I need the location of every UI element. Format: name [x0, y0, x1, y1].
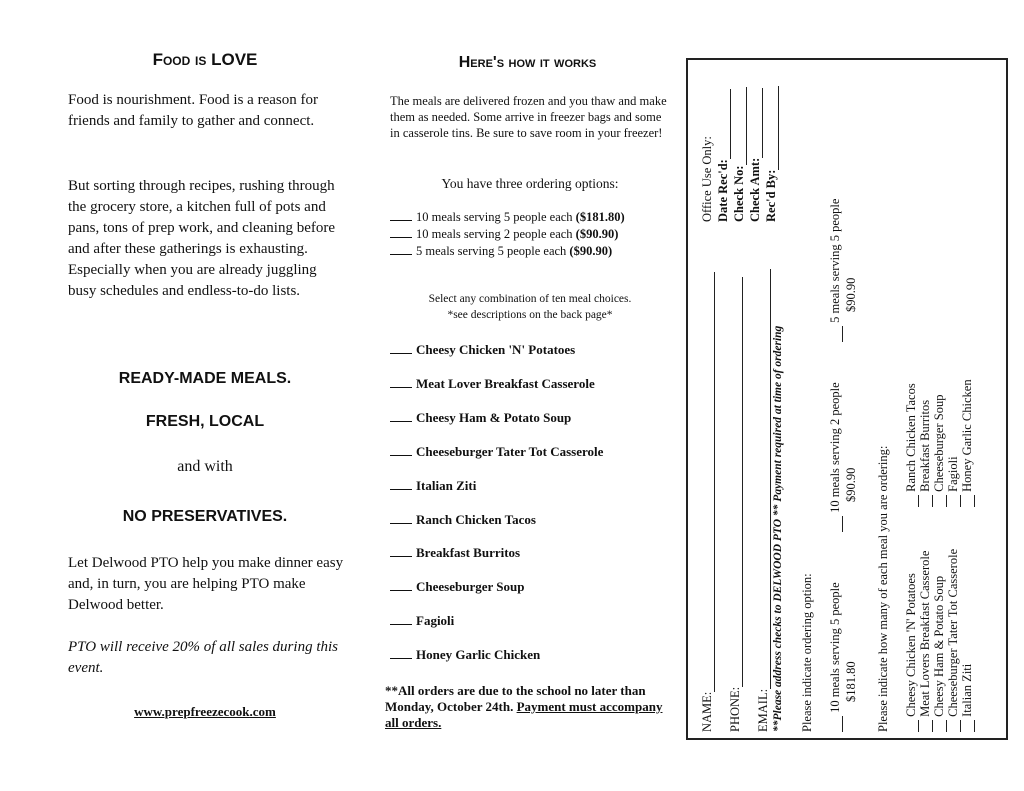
name-field[interactable]: NAME:: [700, 272, 715, 732]
indicate-option-label: Please indicate ordering option:: [800, 573, 814, 732]
office-field-label: Check Amt:: [748, 88, 763, 222]
form-meal-row[interactable]: Breakfast Burritos: [918, 400, 933, 507]
fresh-local-heading: FRESH, LOCAL: [145, 413, 265, 430]
meal-row[interactable]: Cheesy Ham & Potato Soup: [390, 410, 571, 426]
options-intro: You have three ordering options:: [441, 176, 619, 191]
meal-row[interactable]: Ranch Chicken Tacos: [390, 512, 536, 528]
form-meal-row[interactable]: Italian Ziti: [960, 664, 975, 732]
phone-field[interactable]: PHONE:: [728, 277, 743, 732]
option-row[interactable]: 10 meals serving 2 people each ($90.90): [390, 227, 618, 242]
order-option-3-price: $90.90: [844, 277, 858, 312]
meal-row[interactable]: Italian Ziti: [390, 478, 476, 494]
order-option-3[interactable]: 5 meals serving 5 people: [828, 199, 843, 342]
meal-row[interactable]: Fagioli: [390, 613, 454, 629]
indicate-meals-label: Please indicate how many of each meal you are ordering:: [876, 445, 890, 732]
office-field-label: Check No:: [732, 87, 747, 222]
meal-row[interactable]: Meat Lover Breakfast Casserole: [390, 376, 595, 392]
option-row[interactable]: 10 meals serving 5 people each ($181.80): [390, 210, 625, 225]
order-option-2-price: $90.90: [844, 467, 858, 502]
pto-sales-note: PTO will receive 20% of all sales during this event.: [68, 639, 338, 676]
form-meal-row[interactable]: Ranch Chicken Tacos: [904, 383, 919, 507]
office-use-title: Office Use Only:: [700, 136, 714, 222]
form-meal-row[interactable]: Meat Lovers Breakfast Casserole: [918, 551, 933, 732]
form-meal-row[interactable]: Honey Garlic Chicken: [960, 379, 975, 507]
and-with-text: and with: [177, 458, 233, 475]
meal-row[interactable]: Honey Garlic Chicken: [390, 647, 540, 663]
how-it-works-title: Here's how it works: [458, 54, 597, 71]
order-option-1-price: $181.80: [844, 661, 858, 702]
website-link[interactable]: www.prepfreezecook.com: [134, 704, 276, 719]
meal-row[interactable]: Cheeseburger Tater Tot Casserole: [390, 444, 603, 460]
office-field-label: Date Rec'd:: [716, 89, 731, 222]
meal-row[interactable]: Cheesy Chicken 'N' Potatoes: [390, 342, 575, 358]
office-field-label: Rec'd By:: [764, 86, 779, 222]
order-option-2[interactable]: 10 meals serving 2 people: [828, 382, 843, 532]
order-form-rotated: [688, 60, 1008, 740]
how-it-works-intro: The meals are delivered frozen and you thaw and make them as needed. Some arrive in freezer bags and some in casserole tins. Be sure to save room in your freezer!: [390, 94, 667, 140]
no-preservatives-heading: NO PRESERVATIVES.: [122, 508, 288, 525]
form-meal-row[interactable]: Fagioli: [946, 456, 961, 507]
form-meal-row[interactable]: Cheeseburger Soup: [932, 395, 947, 507]
select-instructions: Select any combination of ten meal choices. *see descriptions on the back page*: [428, 293, 632, 321]
order-form: [686, 58, 1008, 740]
form-meal-row[interactable]: Cheesy Chicken 'N' Potatoes: [904, 573, 919, 732]
intro-paragraph: Food is nourishment. Food is a reason for friends and family to gather and connect.: [68, 92, 318, 129]
form-meal-row[interactable]: Cheeseburger Tater Tot Casserole: [946, 549, 961, 732]
option-row[interactable]: 5 meals serving 5 people each ($90.90): [390, 244, 612, 259]
pto-help-paragraph: Let Delwood PTO help you make dinner easy and, in turn, you are helping PTO make Delwood better.: [68, 555, 344, 613]
food-is-love-title: Food is LOVE: [152, 50, 258, 69]
ready-made-heading: READY-MADE MEALS.: [118, 370, 292, 387]
meal-row[interactable]: Breakfast Burritos: [390, 545, 520, 561]
email-field[interactable]: EMAIL:: [756, 269, 771, 732]
payment-note: **Please address checks to DELWOOD PTO ** Payment required at time of ordering: [772, 325, 784, 732]
sorting-paragraph: But sorting through recipes, rushing through the grocery store, a kitchen full of pots and pans, tons of prep work, and cleaning before and after these gatherings is exhausting. Especially when you are already juggling busy schedules and endless-to-do lists.: [68, 178, 335, 299]
order-option-1[interactable]: 10 meals serving 5 people: [828, 582, 843, 732]
form-meal-row[interactable]: Cheesy Ham & Potato Soup: [932, 576, 947, 732]
meal-row[interactable]: Cheeseburger Soup: [390, 579, 524, 595]
deadline-note: **All orders are due to the school no later than Monday, October 24th. Payment must accompany all orders.: [385, 683, 663, 730]
